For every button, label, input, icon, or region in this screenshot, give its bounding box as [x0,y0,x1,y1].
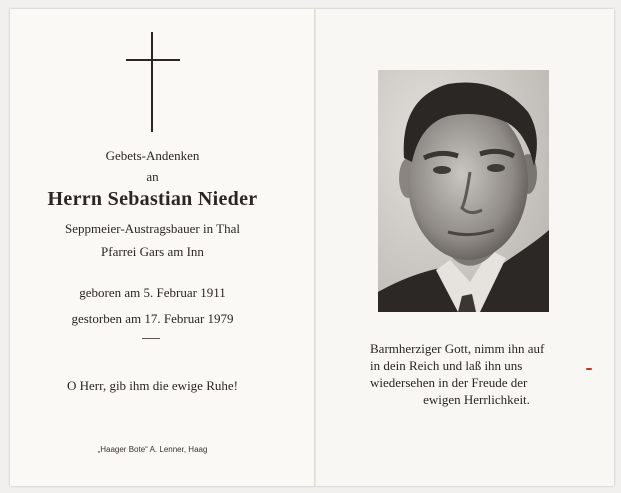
ink-mark [586,368,592,370]
card-fold [314,9,316,486]
birth-date: geboren am 5. Februar 1911 [79,285,226,300]
occupation: Seppmeier-Austragsbauer in Thal [65,221,240,236]
prayer-text [370,340,583,408]
parish: Pfarrei Gars am Inn [101,244,204,259]
prayer-line: wiedersehen in der Freude der [370,375,528,390]
divider [142,338,160,339]
prayer-line: Barmherziger Gott, nimm ihn auf [370,341,545,356]
printer-imprint: „Haager Bote“ A. Lenner, Haag [97,445,208,454]
prayer-line: in dein Reich und laß ihn uns [370,358,523,373]
blessing: O Herr, gib ihm die ewige Ruhe! [67,378,238,393]
portrait-photo [378,70,549,312]
prayer-line: ewigen Herrlichkeit. [423,392,530,407]
deceased-name: Herrn Sebastian Nieder [47,188,258,210]
death-date: gestorben am 17. Februar 1979 [71,311,234,326]
an-text: an [146,169,159,184]
heading: Gebets-Andenken [105,148,200,163]
cross-icon [126,32,180,132]
